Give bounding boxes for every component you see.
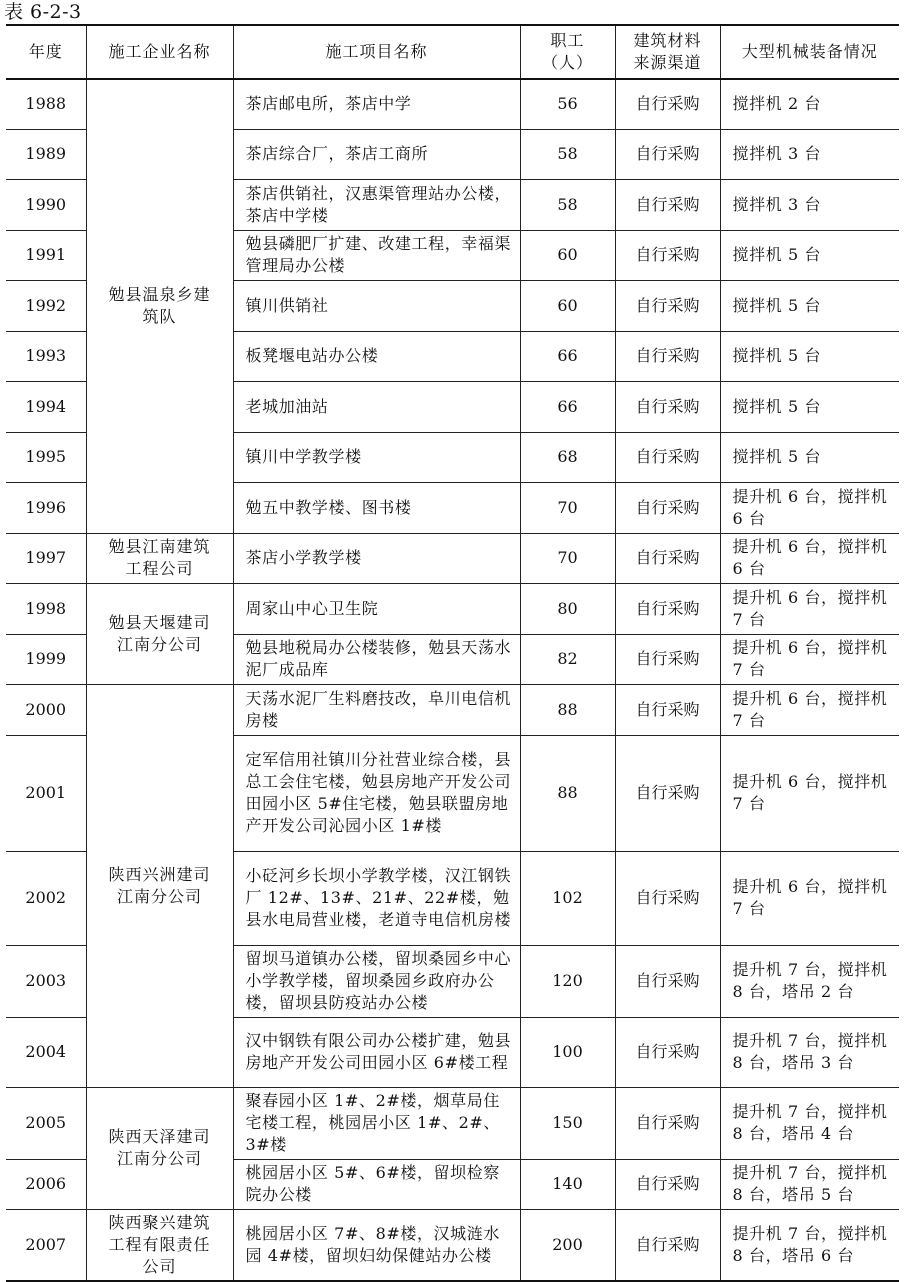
year-cell: 1990 <box>6 179 86 230</box>
header-material: 建筑材料来源渠道 <box>615 25 720 79</box>
equipment-cell: 提升机 7 台，搅拌机 8 台，塔吊 4 台 <box>720 1087 899 1159</box>
project-cell: 桃园居小区 5#、6#楼，留坝检察院办公楼 <box>233 1159 520 1209</box>
project-cell: 茶店邮电所，茶店中学 <box>233 79 520 129</box>
workers-cell: 66 <box>520 381 615 432</box>
company-cell: 陕西聚兴建筑工程有限责任公司 <box>86 1209 233 1281</box>
table-row <box>6 1209 899 1281</box>
workers-cell: 102 <box>520 851 615 945</box>
project-cell: 留坝马道镇办公楼，留坝桑园乡中心小学教学楼，留坝桑园乡政府办公楼，留坝县防疫站办公楼 <box>233 945 520 1017</box>
project-cell: 板凳堰电站办公楼 <box>233 331 520 381</box>
workers-cell: 58 <box>520 179 615 230</box>
workers-cell: 100 <box>520 1017 615 1087</box>
equipment-cell: 提升机 6 台，搅拌机 7 台 <box>720 634 899 684</box>
material-cell: 自行采购 <box>615 482 720 533</box>
workers-cell: 68 <box>520 432 615 482</box>
material-cell: 自行采购 <box>615 684 720 735</box>
workers-cell: 70 <box>520 533 615 583</box>
equipment-cell: 提升机 7 台，搅拌机 8 台，塔吊 6 台 <box>720 1209 899 1281</box>
project-cell: 茶店小学教学楼 <box>233 533 520 583</box>
workers-cell: 66 <box>520 331 615 381</box>
header-workers: 职工（人） <box>520 25 615 79</box>
material-cell: 自行采购 <box>615 583 720 634</box>
workers-cell: 88 <box>520 684 615 735</box>
workers-cell: 80 <box>520 583 615 634</box>
equipment-cell: 搅拌机 5 台 <box>720 331 899 381</box>
equipment-cell: 提升机 6 台，搅拌机 6 台 <box>720 533 899 583</box>
project-cell: 聚春园小区 1#、2#楼，烟草局住宅楼工程，桃园居小区 1#、2#、3#楼 <box>233 1087 520 1159</box>
workers-cell: 70 <box>520 482 615 533</box>
year-cell: 2003 <box>6 945 86 1017</box>
project-cell: 小砭河乡长坝小学教学楼，汉江钢铁厂 12#、13#、21#、22#楼，勉县水电局营业楼，老道寺电信机房楼 <box>233 851 520 945</box>
workers-cell: 88 <box>520 735 615 851</box>
workers-cell: 58 <box>520 129 615 179</box>
equipment-cell: 搅拌机 3 台 <box>720 129 899 179</box>
equipment-cell: 提升机 6 台，搅拌机 7 台 <box>720 583 899 634</box>
workers-cell: 82 <box>520 634 615 684</box>
material-cell: 自行采购 <box>615 1087 720 1159</box>
material-cell: 自行采购 <box>615 381 720 432</box>
project-cell: 茶店供销社，汉惠渠管理站办公楼，茶店中学楼 <box>233 179 520 230</box>
workers-cell: 200 <box>520 1209 615 1281</box>
project-cell: 桃园居小区 7#、8#楼，汉城涟水园 4#楼，留坝妇幼保健站办公楼 <box>233 1209 520 1281</box>
table-row <box>6 533 899 583</box>
workers-cell: 56 <box>520 79 615 129</box>
header-year: 年度 <box>6 25 86 79</box>
material-cell: 自行采购 <box>615 432 720 482</box>
header-equipment: 大型机械装备情况 <box>720 25 899 79</box>
year-cell: 1988 <box>6 79 86 129</box>
equipment-cell: 搅拌机 5 台 <box>720 280 899 331</box>
year-cell: 1997 <box>6 533 86 583</box>
table-caption: 表 6-2-3 <box>4 1 82 23</box>
project-cell: 镇川供销社 <box>233 280 520 331</box>
year-cell: 2005 <box>6 1087 86 1159</box>
company-cell: 陕西兴洲建司江南分公司 <box>86 684 233 1087</box>
year-cell: 2001 <box>6 735 86 851</box>
material-cell: 自行采购 <box>615 230 720 280</box>
year-cell: 1993 <box>6 331 86 381</box>
project-cell: 周家山中心卫生院 <box>233 583 520 634</box>
equipment-cell: 搅拌机 5 台 <box>720 230 899 280</box>
material-cell: 自行采购 <box>615 179 720 230</box>
project-cell: 镇川中学教学楼 <box>233 432 520 482</box>
material-cell: 自行采购 <box>615 79 720 129</box>
workers-cell: 140 <box>520 1159 615 1209</box>
year-cell: 2006 <box>6 1159 86 1209</box>
equipment-cell: 提升机 6 台，搅拌机 6 台 <box>720 482 899 533</box>
equipment-cell: 提升机 6 台，搅拌机 7 台 <box>720 851 899 945</box>
header-project: 施工项目名称 <box>233 25 520 79</box>
material-cell: 自行采购 <box>615 533 720 583</box>
project-cell: 勉县地税局办公楼装修，勉县天荡水泥厂成品库 <box>233 634 520 684</box>
header-company: 施工企业名称 <box>86 25 233 79</box>
project-cell: 定军信用社镇川分社营业综合楼，县总工会住宅楼，勉县房地产开发公司田园小区 5#住宅楼，勉县联盟房地产开发公司沁园小区 1#楼 <box>233 735 520 851</box>
equipment-cell: 提升机 6 台，搅拌机 7 台 <box>720 684 899 735</box>
year-cell: 1991 <box>6 230 86 280</box>
table-row <box>6 684 899 735</box>
year-cell: 1994 <box>6 381 86 432</box>
year-cell: 2004 <box>6 1017 86 1087</box>
year-cell: 1989 <box>6 129 86 179</box>
material-cell: 自行采购 <box>615 1159 720 1209</box>
table-row <box>6 79 899 129</box>
material-cell: 自行采购 <box>615 1017 720 1087</box>
material-cell: 自行采购 <box>615 945 720 1017</box>
equipment-cell: 搅拌机 5 台 <box>720 381 899 432</box>
company-cell: 勉县温泉乡建筑队 <box>86 79 233 533</box>
table-row <box>6 1087 899 1159</box>
material-cell: 自行采购 <box>615 1209 720 1281</box>
workers-cell: 150 <box>520 1087 615 1159</box>
company-cell: 勉县天堰建司江南分公司 <box>86 583 233 684</box>
construction-table <box>6 24 899 1282</box>
material-cell: 自行采购 <box>615 331 720 381</box>
table-row <box>6 583 899 634</box>
workers-cell: 60 <box>520 280 615 331</box>
equipment-cell: 提升机 7 台，搅拌机 8 台，塔吊 3 台 <box>720 1017 899 1087</box>
material-cell: 自行采购 <box>615 851 720 945</box>
company-cell: 勉县江南建筑工程公司 <box>86 533 233 583</box>
material-cell: 自行采购 <box>615 634 720 684</box>
material-cell: 自行采购 <box>615 129 720 179</box>
equipment-cell: 提升机 6 台，搅拌机 7 台 <box>720 735 899 851</box>
workers-cell: 120 <box>520 945 615 1017</box>
year-cell: 1992 <box>6 280 86 331</box>
equipment-cell: 搅拌机 2 台 <box>720 79 899 129</box>
year-cell: 2000 <box>6 684 86 735</box>
material-cell: 自行采购 <box>615 735 720 851</box>
material-cell: 自行采购 <box>615 280 720 331</box>
project-cell: 勉五中教学楼、图书楼 <box>233 482 520 533</box>
workers-cell: 60 <box>520 230 615 280</box>
year-cell: 1999 <box>6 634 86 684</box>
equipment-cell: 搅拌机 3 台 <box>720 179 899 230</box>
equipment-cell: 提升机 7 台，搅拌机 8 台，塔吊 2 台 <box>720 945 899 1017</box>
year-cell: 1998 <box>6 583 86 634</box>
company-cell: 陕西天泽建司江南分公司 <box>86 1087 233 1209</box>
project-cell: 汉中钢铁有限公司办公楼扩建，勉县房地产开发公司田园小区 6#楼工程 <box>233 1017 520 1087</box>
year-cell: 2007 <box>6 1209 86 1281</box>
equipment-cell: 搅拌机 5 台 <box>720 432 899 482</box>
equipment-cell: 提升机 7 台，搅拌机 8 台，塔吊 5 台 <box>720 1159 899 1209</box>
header-row <box>6 25 899 79</box>
year-cell: 1995 <box>6 432 86 482</box>
project-cell: 勉县磷肥厂扩建、改建工程，幸福渠管理局办公楼 <box>233 230 520 280</box>
year-cell: 1996 <box>6 482 86 533</box>
project-cell: 茶店综合厂，茶店工商所 <box>233 129 520 179</box>
project-cell: 老城加油站 <box>233 381 520 432</box>
project-cell: 天荡水泥厂生料磨技改，阜川电信机房楼 <box>233 684 520 735</box>
year-cell: 2002 <box>6 851 86 945</box>
